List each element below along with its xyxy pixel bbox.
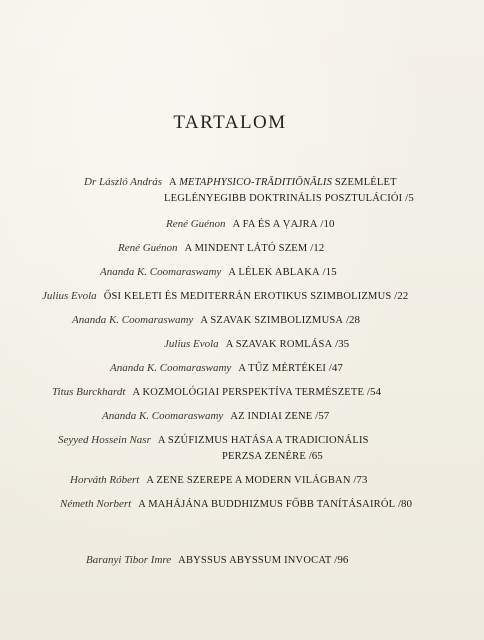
toc-page-number: /15 (319, 266, 337, 278)
toc-page-number: /10 (317, 218, 335, 230)
toc-title: A SZAVAK SZIMBOLIZMUSA (200, 315, 344, 326)
toc-page-number: /22 (391, 290, 409, 302)
toc-title: A SZÚFIZMUS HATÁSA A TRADICIONÁLIS (157, 435, 369, 446)
toc-page-number: /47 (326, 362, 343, 374)
toc-title: ABYSSUS ABYSSUM INVOCAT (178, 555, 332, 566)
toc-title: A KOZMOLÓGIAI PERSPEKTÍVA TERMÉSZETE (132, 387, 365, 398)
toc-author: René Guénon (166, 218, 226, 230)
toc-title: A MINDENT LÁTÓ SZEM (184, 243, 308, 254)
toc-title-emphasis: METAPHYSICO-TRĀDITIŌNĀLIS (179, 177, 333, 188)
page-title: TARTALOM (173, 112, 287, 133)
toc-author: Titus Burckhardt (52, 386, 126, 398)
toc-author: René Guénon (118, 242, 178, 254)
toc-author: Baranyi Tibor Imre (86, 554, 172, 566)
toc-author: Dr László András (84, 176, 163, 188)
toc-page-number: /96 (331, 554, 349, 566)
toc-author: Horváth Róbert (70, 474, 140, 486)
toc-author: Julius Evola (42, 290, 97, 302)
toc-title: A TŰZ MÉRTÉKEI (238, 363, 327, 374)
toc-page-number: /5 (402, 192, 414, 204)
toc-author: Ananda K. Coomaraswamy (102, 410, 224, 422)
toc-author: Ananda K. Coomaraswamy (100, 266, 222, 278)
toc-title: SZEMLÉLET (332, 177, 397, 188)
toc-title-continued: LEGLÉNYEGIBB DOKTRINÁLIS POSZTULÁCIÓI (164, 193, 403, 204)
toc-page-number: /12 (307, 242, 325, 254)
toc-title: A LÉLEK ABLAKA (228, 267, 320, 278)
toc-page-number: /35 (332, 338, 350, 350)
toc-author: Ananda K. Coomaraswamy (110, 362, 232, 374)
toc-title-continued: PERZSA ZENÉRE (222, 451, 306, 462)
toc-author: Ananda K. Coomaraswamy (72, 314, 194, 326)
toc-page-number: /28 (343, 314, 360, 326)
toc-page-number: /54 (364, 386, 381, 398)
toc-title: AZ INDIAI ZENE (230, 411, 313, 422)
toc-title-prefix: A (169, 177, 180, 188)
toc-author: Seyyed Hossein Nasr (58, 434, 151, 446)
toc-title: A MAHÁJÁNA BUDDHIZMUS FŐBB TANÍTÁSAIRÓL (138, 499, 396, 510)
toc-page-number: /80 (395, 498, 413, 510)
toc-page-number: /57 (312, 410, 330, 422)
toc-page-number: /65 (305, 450, 323, 462)
toc-title: A ZENE SZEREPE A MODERN VILÁGBAN (146, 475, 351, 486)
toc-author: Németh Norbert (60, 498, 132, 510)
toc-title: A SZAVAK ROMLÁSA (225, 339, 333, 350)
toc-page-number: /73 (350, 474, 368, 486)
toc-title: ŐSI KELETI ÉS MEDITERRÁN EROTIKUS SZIMBOLIZMUS (103, 291, 392, 302)
toc-title: A FA ÉS A ṾAJRA (232, 219, 318, 230)
toc-author: Julius Evola (164, 338, 219, 350)
